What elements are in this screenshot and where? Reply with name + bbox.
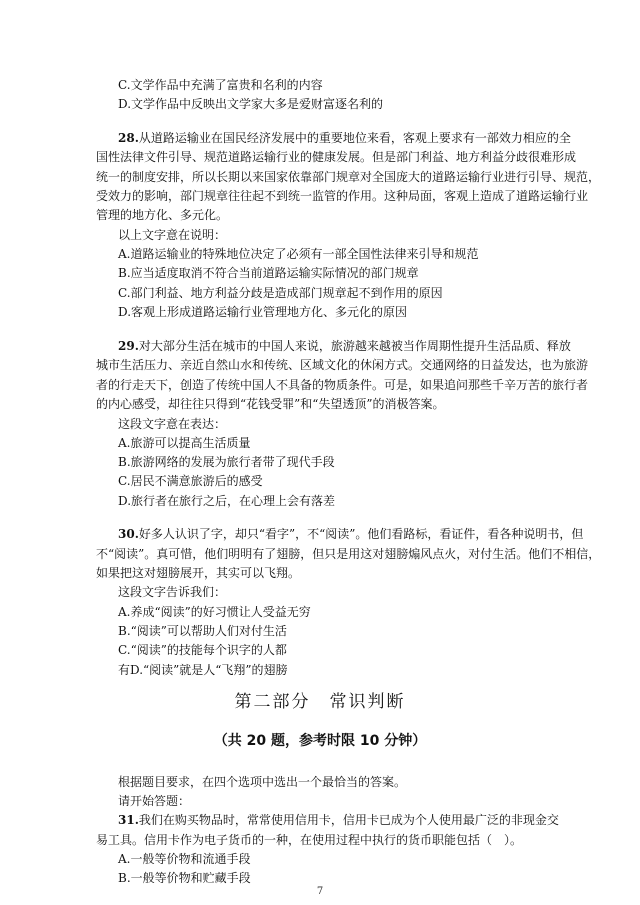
- question-29-option-c: C.居民不满意旅游后的感受: [118, 474, 263, 488]
- question-number: 30.: [118, 527, 139, 541]
- section-title: 第二部分 常识判断: [234, 692, 406, 712]
- question-28-option-b: B.应当适度取消不符合当前道路运输实际情况的部门规章: [118, 266, 419, 280]
- question-28-line-4: 受效力的影响，部门规章往往起不到统一监管的作用。这种局面，客观上造成了道路运输行业: [96, 189, 589, 203]
- question-30-option-b: B.“阅读”可以帮助人们对付生活: [118, 624, 287, 638]
- question-29-line-1: 29.对大部分生活在城市的中国人来说，旅游越来越被当作周期性提升生活品质、释放: [118, 339, 571, 353]
- question-29-option-b: B.旅游网络的发展为旅行者带了现代手段: [118, 455, 335, 469]
- question-30-prompt: 这段文字告诉我们：: [118, 585, 227, 599]
- question-29-line-3: 者的行走天下，创造了传统中国人不具备的物质条件。可是，如果追问那些千辛万苦的旅行者: [96, 378, 589, 392]
- question-28-line-3: 统一的制度安排，所以长期以来国家依靠部门规章对全国庞大的道路运输行业进行引导、规范，: [96, 170, 601, 184]
- section-instruction: 根据题目要求，在四个选项中选出一个最恰当的答案。: [118, 775, 407, 789]
- question-30-line-1: 30.好多人认识了字，却只“看字”，不“阅读”。他们看路标，看证件，看各种说明书，但: [118, 527, 584, 541]
- question-29-line-4: 的内心感受，却往往只得到“花钱受罪”和“失望透顶”的消极答案。: [96, 397, 445, 411]
- question-28-line-5: 管理的地方化、多元化。: [96, 208, 229, 222]
- section-start-prompt: 请开始答题：: [118, 794, 191, 808]
- question-31-option-b: B.一般等价物和贮藏手段: [118, 871, 251, 885]
- question-28-option-d: D.客观上形成道路运输行业管理地方化、多元化的原因: [118, 305, 408, 319]
- question-30-option-a: A.养成“阅读”的好习惯让人受益无穷: [118, 605, 311, 619]
- question-29-option-d: D.旅行者在旅行之后，在心理上会有落差: [118, 494, 336, 508]
- section-subtitle: （共 20 题，参考时限 10 分钟）: [213, 733, 427, 749]
- question-31-line-1: 31.我们在购买物品时，常常使用信用卡，信用卡已成为个人使用最广泛的非现金交: [118, 813, 559, 827]
- option-d: D.文学作品中反映出文学家大多是爱财富逐名利的: [118, 97, 384, 111]
- question-number: 28.: [118, 131, 139, 145]
- question-31-line-2: 易工具。信用卡作为电子货币的一种，在使用过程中执行的货币职能包括（ ）。: [96, 833, 523, 847]
- question-28-option-c: C.部门利益、地方利益分歧是造成部门规章起不到作用的原因: [118, 286, 443, 300]
- question-28-line-2: 国性法律文件引导、规范道路运输行业的健康发展。但是部门利益、地方利益分歧很难形成: [96, 150, 577, 164]
- question-28-option-a: A.道路运输业的特殊地位决定了必须有一部全国性法律来引导和规范: [118, 247, 479, 261]
- question-number: 31.: [118, 813, 139, 827]
- question-30-option-d: 有D.“阅读”就是人“飞翔”的翅膀: [118, 663, 288, 677]
- question-30-line-2: 不“阅读”。真可惜，他们明明有了翅膀，但只是用这对翅膀煽风点火，对付生活。他们不相信，: [96, 547, 601, 561]
- question-31-option-a: A.一般等价物和流通手段: [118, 852, 251, 866]
- page-number: 7: [316, 886, 324, 897]
- question-30-line-3: 如果把这对翅膀展开，其实可以飞翔。: [96, 566, 301, 580]
- question-30-option-c: C.“阅读”的技能每个识字的人都: [118, 643, 287, 657]
- question-number: 29.: [118, 339, 139, 353]
- question-29-line-2: 城市生活压力、亲近自然山水和传统、区域文化的休闲方式。交通网络的日益发达，也为旅游: [96, 358, 589, 372]
- question-29-prompt: 这段文字意在表达：: [118, 417, 227, 431]
- option-c: C.文学作品中充满了富贵和名利的内容: [118, 78, 323, 92]
- question-28-line-1: 28.从道路运输业在国民经济发展中的重要地位来看，客观上要求有一部效力相应的全: [118, 131, 571, 145]
- question-29-option-a: A.旅游可以提高生活质量: [118, 436, 251, 450]
- question-28-prompt: 以上文字意在说明：: [118, 228, 227, 242]
